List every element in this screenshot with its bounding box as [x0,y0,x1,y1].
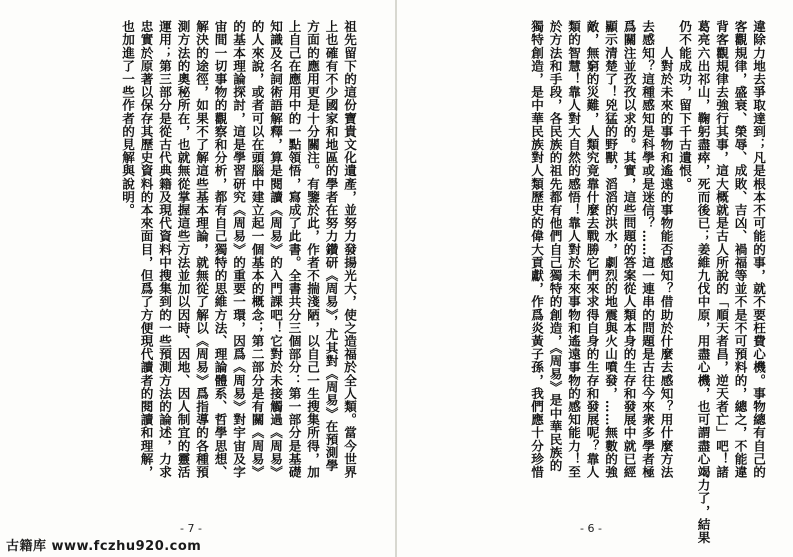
text-column: 敵，無窮的災難，人類究竟靠什麼去戰勝它們來求得自身的生存和發展呢？靠人 [584,20,600,479]
text-column: 爲關注並孜孜以求的。其實，這些問題的答案從人類本身的生存和發展中就已經 [621,20,637,479]
text-column: 方面的應用更是十分關注。有鑒於此，作者不揣淺陋，以自己一生搜集所得，加 [305,20,320,479]
text-column: 背客觀規律去強行其事，這大概就是古人所說的「順天者昌，逆天者亡」吧！諸 [714,20,729,479]
site-watermark: 古籍库 www.fczhu920.com [6,539,202,554]
text-column: 運用；第三部分是從古代典籍及現代資料中搜集到的一些預測方法的論述，力求 [157,20,172,479]
text-column: 祖先留下的這份寶貴文化遺產，並努力發揚光大，使之造福於全人類。當今世界 [342,20,357,479]
text-column: 上也確有不少國家和地區的學者在努力鑽研《周易》，尤其對《周易》在預測學 [323,20,339,473]
text-column: 獨特創造，是中華民族對人類歷史的偉大貢獻，作爲炎黃子孫，我們應十分珍惜 [529,20,544,479]
left-page [0,0,396,557]
text-column: 去感知？這種感知是科學或是迷信？……這一連串的問題是古往今來衆多學者極 [640,20,655,479]
text-column: 知識及名詞術語解釋，算是閱讀《周易》的入門課吧！它對於未接觸過《周易》 [268,20,283,479]
text-column: 測方法的奧秘所在，也就無從掌握這些方法並加以因時、因地、因人制宜的靈活 [175,20,191,479]
page-number: - 7 - [180,522,202,535]
text-column: 仍不能成功，留下千古遺恨。 [677,20,692,191]
text-column: 人對於未來的事物和遙遠的事物能否感知？借助於什麼去感知？用什麼方法 [658,20,674,479]
text-column: 違除力地去爭取達到；凡是根本不可能的事，就不要枉費心機。事物總有自己的 [751,20,766,479]
right-page [397,0,793,557]
left-page-text [58,20,358,510]
text-column: 宙間一切事物的觀察和分析，都有自己獨特的思維方法、理論體系、哲學思想、 [212,20,228,479]
text-column: 的基本理論探討，這是學習研究《周易》的重要一環，因爲《周易》對宇宙及字 [231,20,246,479]
page-number: - 6 - [580,522,602,535]
text-column: 客觀規律，盛衰、榮辱、成敗、吉凶、禍福等並不是不可預料的，總之，不能違 [732,20,748,479]
text-column: 也加進了一些作者的見解與說明。 [120,20,135,217]
text-column: 於方法和手段，各民族的祖先都有他們自己獨特的創造，《周易》是中華民族的 [547,20,563,473]
text-column: 葛亮六出祁山，鞠躬盡瘁，死而後已；姜維九伐中原，用盡心機，也可謂盡心竭力了，結果 [695,20,711,544]
text-column: 忠實於原著以保存其歷史資料的本來面目，但爲了方便現代讀者的閱讀和理解， [138,20,154,479]
text-column: 上自己在應用中的一點領悟，寫成了此書。全書共分三個部分：第一部分是基礎 [286,20,302,479]
text-column: 的人來說，或者可以在頭腦中建立起一個基本的概念；第二部分是有關《周易》 [249,20,265,479]
text-column: 類的智慧！靠人對大自然的感悟！靠人對於未來事物和遙遠事物的感知能力！至 [566,20,581,479]
text-column: 解決的途徑，如果不了解這些基本理論，就無從了解以《周易》爲指導的各種預 [194,20,209,479]
text-column: 顯示清楚了！兇猛的野獸，滔滔的洪水，劇烈的地震與火山噴發，……無數的強 [603,20,618,479]
right-page-text [417,20,767,544]
